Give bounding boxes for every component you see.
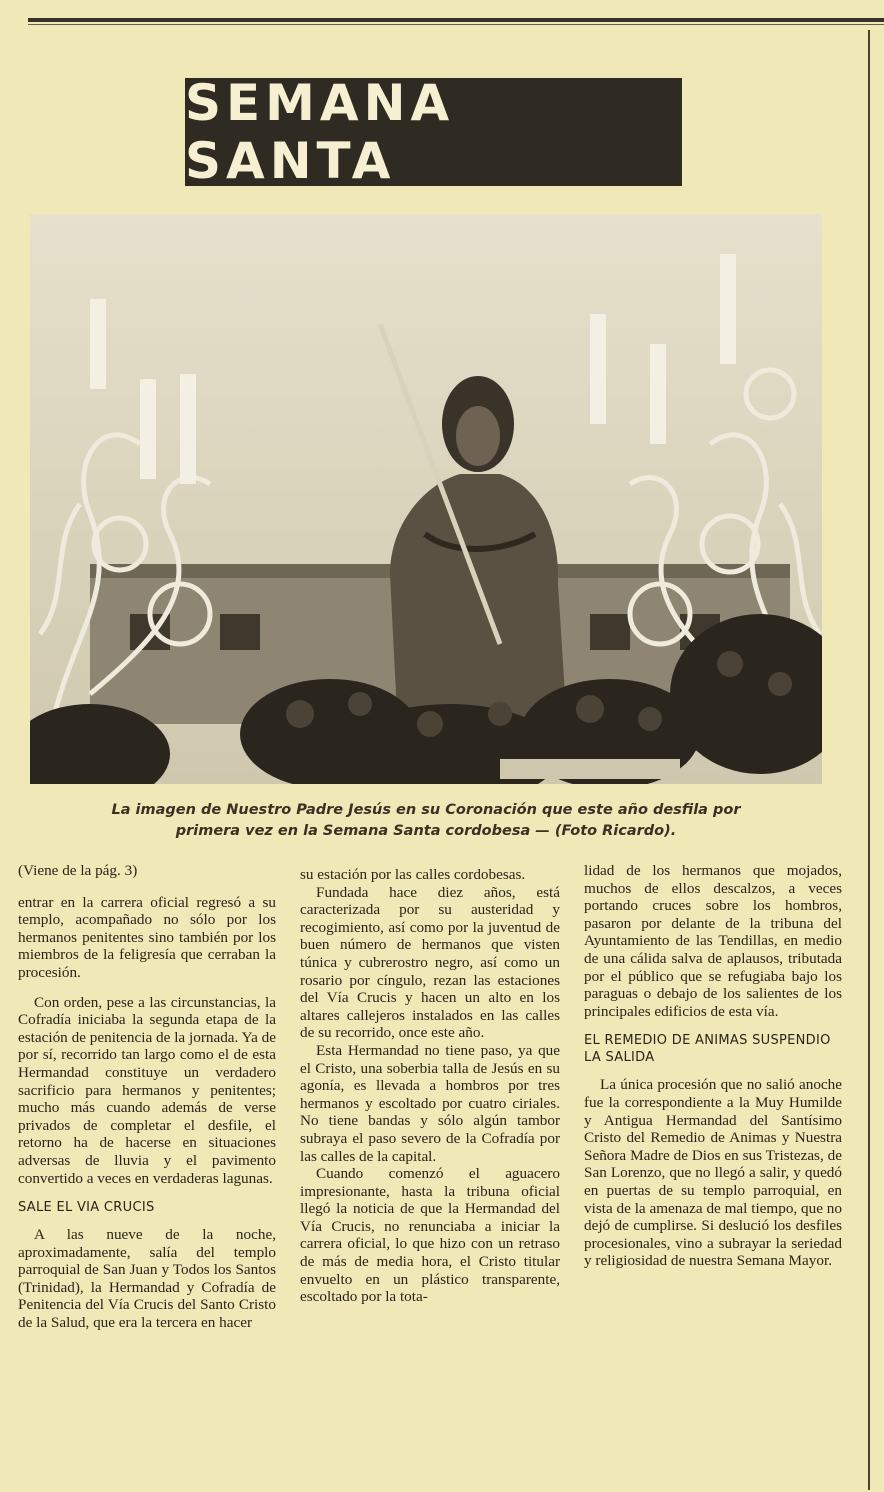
continued-note: (Viene de la pág. 3) — [18, 862, 138, 879]
paragraph: su estación por las calles cordobesas. — [300, 866, 526, 883]
photo-caption — [30, 800, 822, 842]
paragraph: Esta Hermandad no tiene paso, ya que el Cristo, una soberbia talla de Jesús en su agonía, es llevada a hombros por tres hermanos y escoltado por cuatro ciriales. No tiene bandas y sólo algún tambor subraya el paso severo de la Cofradía por las calles de la capital. — [300, 1041, 560, 1165]
paragraph: Con orden, pese a las circunstancias, la Cofradía iniciaba la segunda etapa de la estación de penitencia de la jornada. Ya de por sí, recorrido tan largo como el de esta Hermandad constituye un verdadero sacrificio para hermanos y penitentes; mucho más cuando además de verse privados de completar el desfile, el retorno ha de hacerse en situaciones adversas de lluvia y el pavimento convertido a veces en verdaderas lagunas. — [18, 993, 276, 1187]
section-banner — [185, 74, 682, 190]
paragraph: entrar en la carrera oficial regresó a su templo, acompañado no sólo por los hermanos penitentes sino también por los miembros de la feligresía que cerraban la procesión. — [18, 893, 276, 981]
photo-procession — [30, 214, 822, 784]
subheading: EL REMEDIO DE ANIMAS SUSPENDIO LA SALIDA — [584, 1033, 831, 1066]
subheading: SALE EL VIA CRUCIS — [18, 1200, 155, 1216]
banner-title: SEMANA SANTA — [185, 74, 455, 190]
article-column-3 — [584, 862, 842, 1270]
paragraph: Fundada hace diez años, está caracterizada por su austeridad y recogimiento, así como por la juventud de buen número de hermanos que visten túnica y cubrerostro negro, así como un rosario por cíngulo, rezan las estaciones del Vía Crucis y hacen un alto en los altares callejeros instalados en las calles de su recorrido, once este año. — [300, 883, 560, 1042]
paragraph: Cuando comenzó el aguacero impresionante, hasta la tribuna oficial llegó la noticia de que la Hermandad del Vía Crucis, no renunciaba a iniciar la carrera oficial, lo que hizo con un retraso de más de media hora, el Cristo titular envuelto en un plástico transparente, escoltado por la tota- — [300, 1165, 560, 1306]
photo-illustration — [30, 214, 822, 784]
caption-line-2: primera vez en la Semana Santa cordobesa — (Foto Ricardo). — [175, 823, 677, 839]
top-rule — [28, 18, 884, 22]
caption-line-1: La imagen de Nuestro Padre Jesús en su Coronación que este año desfila por — [111, 802, 741, 818]
article-column-1 — [18, 862, 276, 1332]
paragraph: lidad de los hermanos que mojados, muchos de ellos descalzos, a veces portando cruces sobre los hombros, pasaron por delante de la tribuna del Ayuntamiento de las Tendillas, en medio de una cálida salva de aplausos, tributada por el público que se refugiaba bajo los paraguas o debajo de los salientes de los principales edificios de esta vía. — [584, 862, 842, 1020]
paragraph: La única procesión que no salió anoche fue la correspondiente a la Muy Humilde y Antigua Hermandad del Santísimo Cristo del Remedio de Animas y Nuestra Señora Madre de Dios en sus Tristezas, de San Lorenzo, que no llegó a salir, y quedó en puertas de su templo parroquial, en vista de la amenaza de mal tiempo, que no dejó de cumplirse. Si deslució los desfiles procesionales, vino a subrayar la seriedad y religiosidad de nuestra Semana Mayor. — [584, 1076, 842, 1270]
column-edge-rule — [868, 30, 870, 1490]
top-rule-thin — [28, 24, 884, 25]
paragraph: A las nueve de la noche, aproximadamente, salía del templo parroquial de San Juan y Todos los Santos (Trinidad), la Hermandad y Cofradía de Penitencia del Vía Crucis del Santo Cristo de la Salud, que era la tercera en hacer — [18, 1226, 276, 1332]
article-column-2 — [300, 866, 560, 1306]
